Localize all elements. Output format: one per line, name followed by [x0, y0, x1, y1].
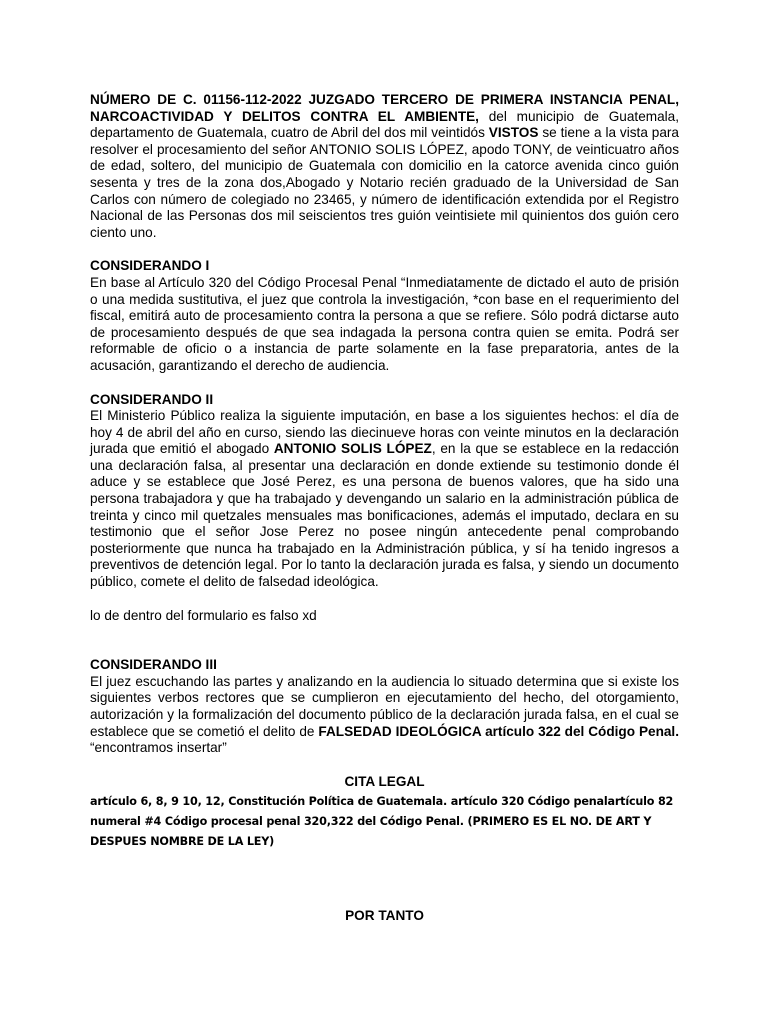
considerando-2-text-2: , en la que se establece en la redacción una declaración falsa, al presentar una declaración en donde extiende su testimonio donde él aduce y se establece que José Perez, es una persona de buenos valores, que ha sido una persona trabajadora y que ha trabajado y devengando un salario en la administración pública de treinta y cinco mil quetzales mensuales mas bonificaciones, además el imputado, declara en su testimonio que el señor Jose Perez no posee ningún antecedente penal comprobando posteriormente que nunca ha trabajado en la Administración pública, y sí ha tenido ingresos a preventivos de detención legal. Por lo tanto la declaración jurada es falsa, y siendo un documento público, comete el delito de falsedad ideológica.	[90, 441, 679, 590]
considerando-2-note: lo de dentro del formulario es falso xd	[90, 607, 317, 623]
intro-paragraph	[90, 92, 679, 241]
considerando-3-text	[90, 674, 679, 757]
considerando-1-heading: CONSIDERANDO I	[90, 258, 210, 274]
cita-legal-heading: CITA LEGAL	[344, 773, 425, 789]
cita-legal-text: artículo 6, 8, 9 10, 12, Constitución Política de Guatemala. artículo 320 Código penalartículo 82 numeral #4 Código procesal penal 320,322 del Código Penal. (PRIMERO ES EL NO. DE ART Y DESPUES NOMBRE DE LA LEY)	[90, 795, 674, 849]
considerando-2-heading: CONSIDERANDO II	[90, 391, 214, 407]
considerando-1-text: En base al Artículo 320 del Código Procesal Penal “Inmediatamente de dictado el auto de prisión o una medida sustitutiva, el juez que controla la investigación, *con base en el requerimiento del fiscal, emitirá auto de procesamiento contra la persona a que se refiere. Sólo podrá dictarse auto de procesamiento después de que sea indagada la persona contra quien se emita. Podrá ser reformable de oficio o a instancia de parte solamente en la fase preparatoria, antes de la acusación, garantizando el derecho de audiencia.	[90, 274, 679, 373]
considerando-3-heading: CONSIDERANDO III	[90, 657, 217, 673]
document-page	[90, 92, 679, 925]
intro-text-1: del municipio de Guatemala, departamento de Guatemala, cuatro de Abril del dos mil veintidós	[90, 108, 680, 141]
por-tanto-heading: POR TANTO	[345, 908, 424, 924]
vistos-label: VISTOS	[488, 125, 539, 141]
considerando-3-text-2: “encontramos insertar”	[90, 740, 227, 756]
intro-text-2: se tiene a la vista para resolver el procesamiento del señor ANTONIO SOLIS LÓPEZ, apodo TONY, de veinticuatro años de edad, soltero, del municipio de Guatemala con domicilio en la catorce avenida cinco guión sesenta y tres de la zona dos,Abogado y Notario recién graduado de la Universidad de San Carlos con número de colegiado no 23465, y número de identificación extendida por el Registro Nacional de las Personas dos mil seiscientos tres guión veintisiete mil quinientos dos guión cero ciento uno.	[90, 125, 679, 240]
case-heading: NÚMERO DE C. 01156-112-2022 JUZGADO TERCERO DE PRIMERA INSTANCIA PENAL, NARCOACTIVIDAD Y DELITOS CONTRA EL AMBIENTE,	[90, 92, 679, 124]
considerando-2-text	[90, 408, 679, 591]
delito-label: FALSEDAD IDEOLÓGICA artículo 322 del Código Penal.	[318, 723, 679, 739]
accused-name: ANTONIO SOLIS LÓPEZ	[273, 441, 432, 457]
considerando-3-text-1: El juez escuchando las partes y analizando en la audiencia lo situado determina que si existe los siguientes verbos rectores que se cumplieron en ejecutamiento del hecho, del otorgamiento, autorización y la formalización del documento público de la declaración jurada falsa, en el cual se establece que se cometió el delito de	[90, 673, 679, 739]
considerando-2-text-1: El Ministerio Público realiza la siguiente imputación, en base a los siguientes hechos: el día de hoy 4 de abril del año en curso, siendo las diecinueve horas con veinte minutos en la declaración jurada que emitió el abogado	[90, 408, 679, 457]
